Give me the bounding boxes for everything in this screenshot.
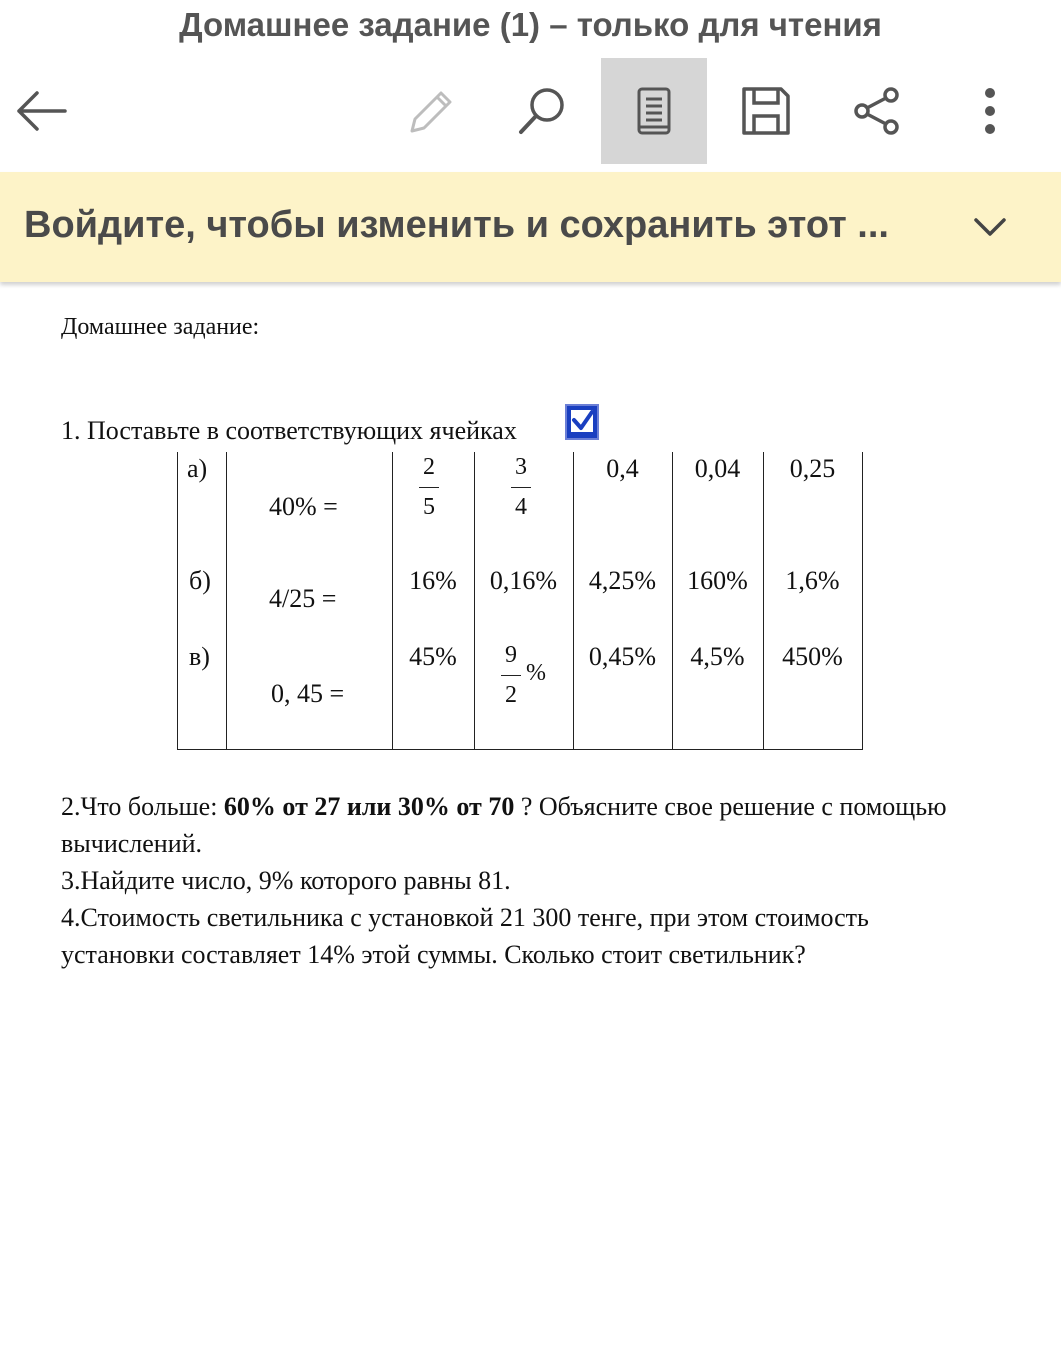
chevron-down-icon[interactable] xyxy=(968,205,1012,249)
row-expression: 40% = xyxy=(269,492,338,521)
tasks-block xyxy=(61,788,961,973)
option-cell[interactable]: 16% xyxy=(409,566,457,595)
banner-text: Войдите, чтобы изменить и сохранить этот ... xyxy=(24,204,889,246)
task-1-text: 1. Поставьте в соответствующих ячейках xyxy=(61,416,517,445)
option-cell[interactable]: 1,6% xyxy=(785,566,840,595)
share-icon xyxy=(852,86,902,136)
task-3: 3.Найдите число, 9% которого равны 81. xyxy=(61,866,511,895)
reading-view-button[interactable] xyxy=(601,58,707,164)
save-icon xyxy=(741,86,791,136)
option-cell[interactable]: 160% xyxy=(687,566,748,595)
checkmark-icon xyxy=(565,404,599,440)
row-label: а) xyxy=(187,454,208,483)
save-button[interactable] xyxy=(713,58,819,164)
fraction-option[interactable]: 9 2 xyxy=(495,642,527,709)
option-cell[interactable]: 45% xyxy=(409,642,457,671)
percent-sign: % xyxy=(526,660,546,686)
fraction-option[interactable]: 2 5 xyxy=(413,454,445,521)
option-cell[interactable]: 0,16% xyxy=(489,566,558,595)
pencil-icon xyxy=(404,85,456,137)
option-cell[interactable]: 0,25 xyxy=(789,454,836,483)
option-cell[interactable]: 0,45% xyxy=(588,642,657,671)
option-cell[interactable]: 0,4 xyxy=(606,454,639,483)
more-options-button[interactable] xyxy=(937,58,1043,164)
option-cell[interactable]: 450% xyxy=(782,642,843,671)
search-button[interactable] xyxy=(489,58,595,164)
option-cell[interactable]: 4,25% xyxy=(588,566,657,595)
row-label: б) xyxy=(189,566,211,595)
doc-heading: Домашнее задание: xyxy=(61,314,260,340)
more-vertical-icon xyxy=(982,87,998,135)
back-button[interactable] xyxy=(0,58,94,164)
share-button[interactable] xyxy=(824,58,930,164)
task-2: 2.Что больше: 60% от 27 или 30% от 70 ? Объясните свое решение с помощью вычислений. xyxy=(61,792,947,858)
fraction-option[interactable]: 3 4 xyxy=(505,454,537,521)
row-expression: 4/25 = xyxy=(269,584,337,613)
option-cell[interactable]: 0,04 xyxy=(694,454,741,483)
toolbar xyxy=(0,58,1061,166)
search-icon xyxy=(516,85,568,137)
option-cell[interactable]: 4,5% xyxy=(690,642,745,671)
answer-table xyxy=(177,452,863,750)
row-expression: 0, 45 = xyxy=(271,679,345,708)
back-arrow-icon xyxy=(13,88,69,134)
row-label: в) xyxy=(189,642,210,671)
window-title: Домашнее задание (1) – только для чтения xyxy=(179,6,882,43)
edit-button[interactable] xyxy=(377,58,483,164)
sign-in-banner[interactable] xyxy=(0,172,1061,282)
reading-view-icon xyxy=(636,86,672,136)
task-4: 4.Стоимость светильника с установкой 21 300 тенге, при этом стоимость установки составляет 14% этой суммы. Сколько стоит светильник? xyxy=(61,903,869,969)
